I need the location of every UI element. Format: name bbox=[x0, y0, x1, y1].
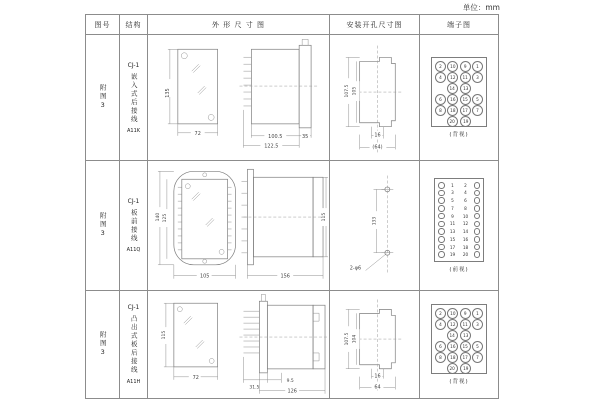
row3-mounting-drawing bbox=[330, 291, 420, 398]
terminal bbox=[474, 190, 481, 197]
terminal: 9 bbox=[460, 61, 471, 72]
dim-side-len: 156 bbox=[280, 273, 290, 280]
terminal bbox=[474, 236, 481, 243]
terminal: 16 bbox=[447, 341, 458, 352]
terminal-number: 11 bbox=[449, 221, 456, 227]
terminal: 1 bbox=[472, 308, 483, 319]
dim-side-gap: 9.5 bbox=[286, 378, 294, 384]
model-code: A11Q bbox=[126, 247, 141, 253]
terminal-number: 12 bbox=[462, 221, 469, 227]
terminal-view-caption: (背视) bbox=[449, 379, 469, 385]
structure-desc: 板前接线 bbox=[129, 209, 138, 243]
terminal bbox=[474, 221, 481, 228]
terminal bbox=[438, 182, 445, 189]
terminal: 6 bbox=[435, 341, 446, 352]
terminal-view-caption: (背视) bbox=[449, 132, 469, 138]
header-outline: 外 形 尺 寸 图 bbox=[148, 15, 330, 35]
terminal-number: 14 bbox=[462, 229, 469, 235]
row3-outline-drawing bbox=[148, 291, 330, 398]
terminal bbox=[438, 236, 445, 243]
terminal: 12 bbox=[447, 319, 458, 330]
dim-side-body-len: 100.5 bbox=[268, 133, 283, 140]
terminal-number: 19 bbox=[449, 252, 456, 258]
dim-front-width: 105 bbox=[199, 273, 210, 280]
terminal: 3 bbox=[472, 72, 483, 83]
terminal-number: 20 bbox=[462, 252, 469, 258]
terminal-number: 8 bbox=[464, 205, 467, 211]
terminal bbox=[438, 244, 445, 251]
dim-front-width: 72 bbox=[194, 130, 201, 137]
model-label: CJ-1 bbox=[127, 304, 140, 312]
terminal bbox=[474, 205, 481, 212]
row1-fig-no bbox=[86, 35, 120, 161]
terminal: 7 bbox=[472, 352, 483, 363]
dim-cutout-h2: 104 bbox=[352, 334, 358, 344]
terminal: 9 bbox=[460, 308, 471, 319]
terminal bbox=[474, 244, 481, 251]
model-code: A11H bbox=[126, 378, 141, 385]
terminal bbox=[438, 205, 445, 212]
terminal bbox=[474, 228, 481, 235]
terminal: 18 bbox=[447, 352, 458, 363]
row3-terminal-diagram bbox=[420, 291, 498, 398]
dim-cutout-w2: (64) bbox=[372, 143, 383, 150]
terminal: 7 bbox=[472, 105, 483, 116]
dim-cutout-h2: 105 bbox=[352, 86, 358, 95]
terminal: 17 bbox=[460, 105, 471, 116]
row2-terminal-diagram bbox=[420, 161, 498, 291]
header-terminal: 端子图 bbox=[420, 15, 498, 35]
terminal bbox=[474, 251, 481, 258]
outline-drawing-a11k bbox=[148, 35, 329, 161]
dim-side-height: 115 bbox=[322, 212, 328, 221]
terminal: 14 bbox=[447, 330, 458, 341]
terminal: 20 bbox=[447, 363, 458, 374]
terminal-number: 15 bbox=[449, 236, 456, 242]
header-structure: 结构 bbox=[120, 15, 148, 35]
terminal: 11 bbox=[460, 319, 471, 330]
mounting-drawing-a11q bbox=[330, 161, 419, 291]
row1-outline-drawing bbox=[148, 35, 330, 161]
unit-label: 单位：mm bbox=[462, 3, 500, 12]
terminal: 8 bbox=[435, 352, 446, 363]
terminal bbox=[438, 228, 445, 235]
terminal-number: 3 bbox=[451, 190, 454, 196]
terminal bbox=[474, 213, 481, 220]
terminal bbox=[474, 197, 481, 204]
terminal bbox=[474, 182, 481, 189]
terminal-number: 13 bbox=[449, 229, 456, 235]
row1-terminal-diagram bbox=[420, 35, 498, 161]
fig-no-label: 附图3 bbox=[98, 331, 107, 358]
model-code: A11K bbox=[126, 127, 141, 134]
terminal: 1 bbox=[472, 61, 483, 72]
terminal: 15 bbox=[460, 94, 471, 105]
header-fig-no: 图号 bbox=[86, 15, 120, 35]
terminal bbox=[438, 197, 445, 204]
terminal: 12 bbox=[447, 72, 458, 83]
terminal: 13 bbox=[460, 83, 471, 94]
outline-drawing-a11q bbox=[148, 161, 329, 291]
dim-front-height: 135 bbox=[164, 87, 171, 98]
dim-cutout-h1: 107.5 bbox=[344, 332, 350, 346]
terminal-number: 7 bbox=[451, 205, 454, 211]
terminal: 5 bbox=[472, 341, 483, 352]
terminal bbox=[438, 213, 445, 220]
terminal: 8 bbox=[435, 105, 446, 116]
terminal: 13 bbox=[460, 330, 471, 341]
terminal: 20 bbox=[447, 116, 458, 127]
terminal: 3 bbox=[472, 319, 483, 330]
row1-mounting-drawing bbox=[330, 35, 420, 161]
terminal-number: 17 bbox=[449, 244, 456, 250]
row1-structure bbox=[120, 35, 148, 161]
mounting-drawing-a11h bbox=[330, 291, 419, 398]
terminal: 5 bbox=[472, 94, 483, 105]
terminal-number: 6 bbox=[464, 198, 467, 204]
terminal: 4 bbox=[435, 72, 446, 83]
dim-front-height-outer: 140 bbox=[155, 212, 161, 221]
terminal bbox=[438, 190, 445, 197]
mounting-drawing-a11k bbox=[330, 35, 419, 161]
terminal-number: 1 bbox=[451, 182, 454, 188]
row2-fig-no bbox=[86, 161, 120, 291]
row3-fig-no bbox=[86, 291, 120, 398]
terminal-box bbox=[434, 178, 484, 262]
terminal: 10 bbox=[447, 308, 458, 319]
dim-hole-spacing: 133 bbox=[372, 216, 378, 225]
terminal: 15 bbox=[460, 341, 471, 352]
structure-desc: 嵌入式后接线 bbox=[129, 72, 138, 124]
terminal bbox=[438, 221, 445, 228]
terminal-number: 10 bbox=[462, 213, 469, 219]
model-label: CJ-1 bbox=[127, 198, 140, 205]
dim-side-proj: 31.5 bbox=[249, 385, 260, 391]
row2-mounting-drawing bbox=[330, 161, 420, 291]
row2-structure bbox=[120, 161, 148, 291]
terminal: 17 bbox=[460, 352, 471, 363]
terminal-number: 5 bbox=[451, 198, 454, 204]
terminal-number: 4 bbox=[464, 190, 467, 196]
terminal bbox=[438, 251, 445, 258]
outline-drawing-a11h bbox=[148, 291, 329, 398]
dim-front-height-inner: 125 bbox=[162, 213, 168, 222]
dim-cutout-h1: 107.5 bbox=[344, 84, 350, 97]
terminal: 18 bbox=[447, 105, 458, 116]
terminal: 6 bbox=[435, 94, 446, 105]
fig-no-label: 附图3 bbox=[98, 212, 107, 239]
terminal: 2 bbox=[435, 61, 446, 72]
dim-front-width: 72 bbox=[192, 374, 199, 381]
dim-front-height: 115 bbox=[161, 330, 167, 340]
dim-cutout-w1: 16 bbox=[374, 132, 381, 139]
terminal: 4 bbox=[435, 319, 446, 330]
terminal-number: 2 bbox=[464, 182, 467, 188]
dim-side-flange: 35 bbox=[301, 133, 309, 140]
terminal-box bbox=[431, 304, 487, 374]
terminal-number: 16 bbox=[462, 236, 469, 242]
terminal: 19 bbox=[460, 116, 471, 127]
terminal: 19 bbox=[460, 363, 471, 374]
spec-table bbox=[85, 14, 499, 399]
terminal: 2 bbox=[435, 308, 446, 319]
header-mounting: 安装开孔尺寸图 bbox=[330, 15, 420, 35]
fig-no-label: 附图3 bbox=[98, 84, 107, 111]
dim-cutout-w1: 16 bbox=[374, 373, 381, 380]
row3-structure bbox=[120, 291, 148, 398]
model-label: CJ-1 bbox=[127, 61, 140, 69]
hole-size-label: 2-φ6 bbox=[349, 265, 362, 272]
structure-desc: 凸出式板后接线 bbox=[129, 315, 138, 375]
row2-outline-drawing bbox=[148, 161, 330, 291]
terminal-number: 18 bbox=[462, 244, 469, 250]
terminal: 10 bbox=[447, 61, 458, 72]
terminal: 16 bbox=[447, 94, 458, 105]
dim-side-total-len: 122.5 bbox=[264, 143, 279, 150]
dim-cutout-w2: 64 bbox=[374, 384, 381, 391]
terminal-box bbox=[431, 57, 487, 127]
terminal-number: 9 bbox=[451, 213, 454, 219]
terminal: 11 bbox=[460, 72, 471, 83]
terminal-view-caption: (前视) bbox=[449, 267, 469, 273]
dim-side-total: 126 bbox=[287, 388, 297, 395]
terminal: 14 bbox=[447, 83, 458, 94]
